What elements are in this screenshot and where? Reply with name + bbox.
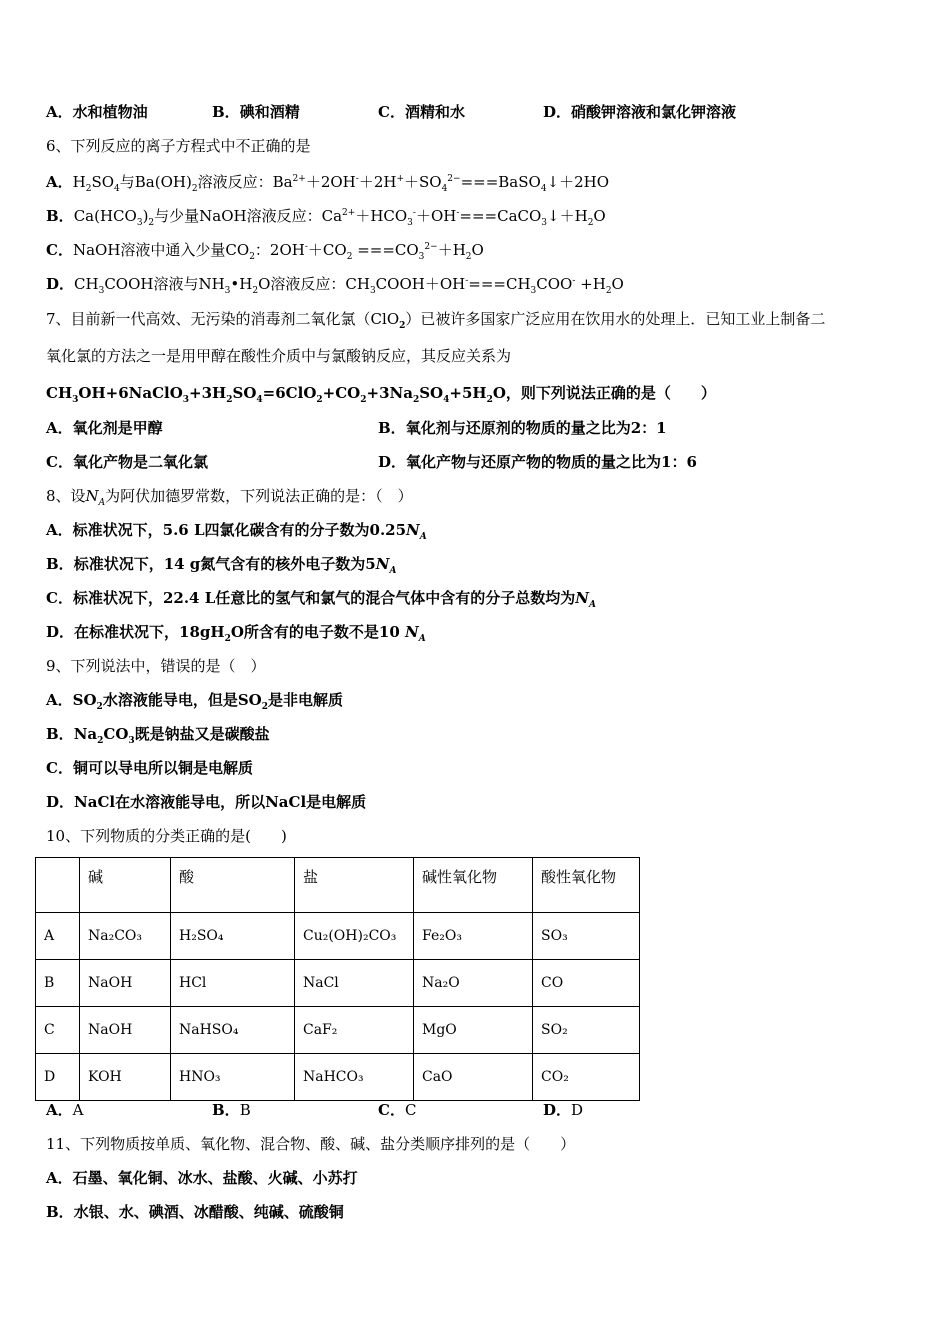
table-cell: MgO bbox=[414, 1007, 533, 1054]
q8-option-c: C．标准状况下，22.4 L任意比的氢气和氯气的混合气体中含有的分子总数均为$N_A$ bbox=[46, 589, 596, 610]
q5-option-c: C．酒精和水 bbox=[378, 103, 465, 121]
table-row bbox=[36, 1054, 640, 1101]
table-cell: KOH bbox=[80, 1054, 171, 1101]
table-cell: B bbox=[36, 960, 80, 1007]
q7-stem-line2: 氧化氯的方法之一是用甲醇在酸性介质中与氯酸钠反应，其反应关系为 bbox=[46, 347, 512, 365]
q11-option-a: A．石墨、氧化铜、冰水、盐酸、火碱、小苏打 bbox=[46, 1169, 358, 1187]
table-cell: NaOH bbox=[80, 1007, 171, 1054]
q8-option-b: B．标准状况下，14 g氮气含有的核外电子数为$5N_A$ bbox=[46, 555, 397, 576]
q6-option-a: A．$H_2SO_4$与$Ba(OH)_2$溶液反应：$Ba^{2+}+2OH^-+2H^++SO_4^{2-}===BaSO_4↓+2HO$ bbox=[46, 173, 610, 194]
table-row bbox=[36, 960, 640, 1007]
q6-option-c: C．NaOH溶液中通入少量$CO_2$：$2OH^-+CO_2 ===CO_3^{2-}+H_2O$ bbox=[46, 241, 484, 262]
q10-option-d: D．D bbox=[543, 1101, 584, 1119]
table-row bbox=[36, 1007, 640, 1054]
table-cell: Na₂O bbox=[414, 960, 533, 1007]
table-cell: SO₂ bbox=[533, 1007, 640, 1054]
table-cell: HNO₃ bbox=[171, 1054, 295, 1101]
q8-option-a: A．标准状况下，5.6 L四氯化碳含有的分子数为$0.25N_A$ bbox=[46, 521, 427, 542]
header-cell bbox=[36, 858, 80, 913]
table-cell: SO₃ bbox=[533, 913, 640, 960]
table-cell: CaF₂ bbox=[295, 1007, 414, 1054]
table-cell: NaHCO₃ bbox=[295, 1054, 414, 1101]
table-cell: D bbox=[36, 1054, 80, 1101]
table-cell: Cu₂(OH)₂CO₃ bbox=[295, 913, 414, 960]
classification-table bbox=[35, 857, 640, 1101]
table-cell: A bbox=[36, 913, 80, 960]
table-cell: C bbox=[36, 1007, 80, 1054]
q5-option-a: A．水和植物油 bbox=[46, 103, 148, 121]
q10-option-a: A．A bbox=[46, 1101, 84, 1119]
q7-option-b: B．氧化剂与还原剂的物质的量之比为2：1 bbox=[378, 419, 667, 437]
table-header-row bbox=[36, 858, 640, 913]
q11-option-b: B．水银、水、碘酒、冰醋酸、纯碱、硫酸铜 bbox=[46, 1203, 344, 1221]
table-cell: Na₂CO₃ bbox=[80, 913, 171, 960]
q5-option-d: D．硝酸钾溶液和氯化钾溶液 bbox=[543, 103, 737, 121]
q7-stem-line1: 7、目前新一代高效、无污染的消毒剂二氧化氯（ClO$_2$）已被许多国家广泛应用在饮用水的处理上．已知工业上制备二 bbox=[46, 310, 826, 331]
q6-option-b: B．$Ca(HCO_3)_2$与少量NaOH溶液反应：$Ca^{2+}+HCO_3^-+OH^-===CaCO_3↓+H_2O$ bbox=[46, 207, 606, 228]
q5-option-b: B．碘和酒精 bbox=[212, 103, 300, 121]
table-cell: NaHSO₄ bbox=[171, 1007, 295, 1054]
q7-equation: $CH_3OH+6NaClO_3+3H_2SO_4=6ClO_2+CO_2+3Na_2SO_4+5H_2O$，则下列说法正确的是（ ） bbox=[46, 384, 716, 405]
header-cell: 盐 bbox=[295, 858, 414, 913]
q9-option-c: C．铜可以导电所以铜是电解质 bbox=[46, 759, 253, 777]
q7-option-a: A．氧化剂是甲醇 bbox=[46, 419, 163, 437]
q9-stem: 9、下列说法中，错误的是（ ） bbox=[46, 657, 266, 675]
q7-option-d: D．氧化产物与还原产物的物质的量之比为1：6 bbox=[378, 453, 697, 471]
q8-stem: 8、设$N_A$为阿伏加德罗常数，下列说法正确的是：（ ） bbox=[46, 487, 413, 508]
q8-option-d: D．在标准状况下，$18gH_2O$所含有的电子数不是10 $N_A$ bbox=[46, 623, 426, 644]
q10-option-c: C．C bbox=[378, 1101, 417, 1119]
q9-option-a: A．$SO_2$水溶液能导电，但是$SO_2$是非电解质 bbox=[46, 691, 343, 712]
table-cell: Fe₂O₃ bbox=[414, 913, 533, 960]
table-cell: CO bbox=[533, 960, 640, 1007]
q11-stem: 11、下列物质按单质、氧化物、混合物、酸、碱、盐分类顺序排列的是（ ） bbox=[46, 1135, 576, 1153]
table-cell: CO₂ bbox=[533, 1054, 640, 1101]
header-cell: 酸 bbox=[171, 858, 295, 913]
header-cell: 碱 bbox=[80, 858, 171, 913]
q10-option-b: B．B bbox=[212, 1101, 251, 1119]
table-cell: HCl bbox=[171, 960, 295, 1007]
q10-stem: 10、下列物质的分类正确的是( ) bbox=[46, 827, 287, 845]
table-cell: CaO bbox=[414, 1054, 533, 1101]
table-cell: NaCl bbox=[295, 960, 414, 1007]
q6-option-d: D．$CH_3COOH$溶液与$NH_3•H_2O$溶液反应：$CH_3COOH+OH^-===CH_3COO^- +H_2O$ bbox=[46, 275, 624, 296]
table-cell: H₂SO₄ bbox=[171, 913, 295, 960]
table-row bbox=[36, 913, 640, 960]
header-cell: 碱性氧化物 bbox=[414, 858, 533, 913]
q9-option-d: D．NaCl在水溶液能导电，所以NaCl是电解质 bbox=[46, 793, 367, 811]
header-cell: 酸性氧化物 bbox=[533, 858, 640, 913]
q6-stem: 6、下列反应的离子方程式中不正确的是 bbox=[46, 137, 311, 155]
q7-option-c: C．氧化产物是二氧化氯 bbox=[46, 453, 208, 471]
table-cell: NaOH bbox=[80, 960, 171, 1007]
q9-option-b: B．$Na_2CO_3$既是钠盐又是碳酸盐 bbox=[46, 725, 270, 746]
